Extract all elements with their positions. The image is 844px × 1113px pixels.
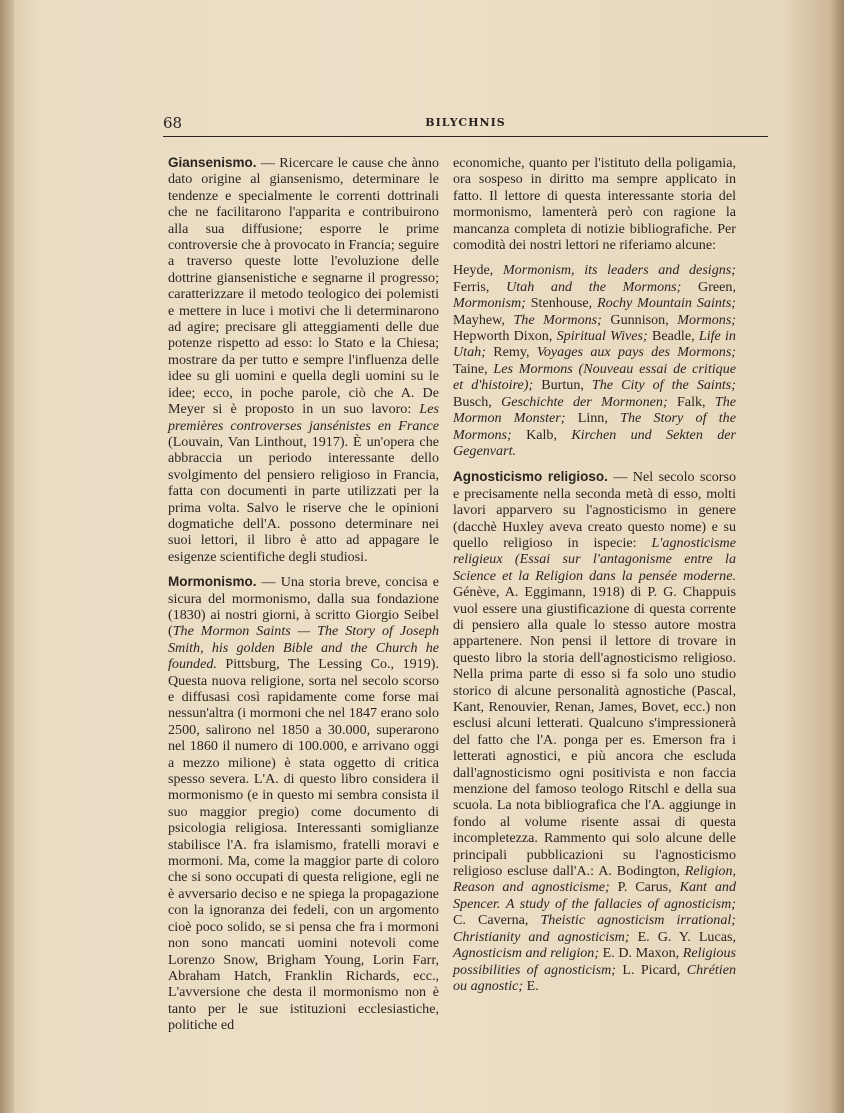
heading-mormonismo: Mormonismo. [168, 574, 257, 590]
bib-author: Stenhouse, [525, 295, 598, 312]
bib-author: Ferris, [453, 278, 507, 295]
bib-title: Life in Utah; [453, 328, 736, 361]
mormonismo-continuation: economiche, quanto per l'istituto della poligamia, ora sospeso in diritto ma sempre applicato in fatto. Il lettore di questa interessante storia del mormonismo, lamenterà però con ragione la mancanza completa di notizie bibliografiche. Per comodità dei nostri lettori ne riferiamo alcune: [453, 155, 736, 254]
running-head: BILYCHNIS [425, 116, 506, 129]
page-spine-shadow [0, 0, 14, 1113]
bib-title: Rochy Mountain Saints; [597, 295, 736, 312]
ref-title: A study of the fallacies of agnosticism; [505, 895, 736, 912]
article-giansenismo [168, 155, 439, 565]
text-mormonismo: — Una storia breve, concisa e sicura del mormonismo, dalla sua fondazione (1830) ai nostri giorni, à scritto Giorgio Seibel ( [168, 574, 439, 640]
bib-author: Burtun, [533, 377, 592, 394]
bib-author: Remy, [485, 344, 537, 361]
right-column [453, 155, 736, 1003]
bib-title: Utah and the Mormons; [506, 278, 682, 295]
left-column [168, 155, 439, 1043]
text-giansenismo-after: (Louvain, Van Linthout, 1917). È un'opera che abbraccia un periodo interessante dello svolgimento del pensiero religioso in Francia, fatta con documenti in parte utilizzati per la prima volta. Salvo le riserve che le opinioni dogmatiche dell'A. possono determinare nei suoi lettori, il libro è atto ad appagare le esigenze scientifiche degli studiosi. [168, 433, 439, 565]
title-agnosticismo: L'agnosticisme religieux (Essai sur l'antagonisme entre la Science et la Religion dans la pensée moderne. [453, 534, 736, 584]
ref-author: C. Caverna, [453, 912, 541, 929]
bib-author: Mayhew, [453, 311, 514, 328]
bib-author: Busch, [453, 393, 502, 410]
bib-title: Mormonism, its leaders and designs; [502, 262, 736, 279]
bib-author: Falk, [667, 393, 715, 410]
text-agnosticismo: — Nel secolo scorso e precisamente nella seconda metà di esso, molti lavori apparvero su l'agnosticismo in genere (dacchè Huxley aveva creato questo nome) e su quello religioso in ispecie: [453, 469, 736, 551]
bib-title: Mormons; [677, 311, 737, 328]
ref-title: Theistic agnosticism irrational; Christianity and agnosticism; [453, 912, 737, 945]
ref-title: Chrétien ou agnostic; [453, 961, 737, 994]
article-agnosticismo [453, 469, 736, 994]
bib-title: Voyages aux pays des Mormons; [536, 344, 737, 361]
bib-author: Taine, [453, 360, 494, 377]
bib-title: Les Mormons (Nouveau essai de critique et d'histoire); [453, 360, 736, 394]
ref-title: Religion, Reason and agnosticisme; [453, 863, 737, 896]
bib-author: Hepworth Dixon, [453, 328, 557, 345]
bib-title: Geschichte der Mormonen; [501, 393, 668, 410]
title-mormonismo: The Mormon Saints — The Story of Joseph Smith, his golden Bible and the Church he founded. [168, 623, 439, 673]
ref-author: P. Carus, [609, 879, 680, 896]
ref-author: E. G. Y. Lucas, [629, 928, 736, 945]
bib-title: The City of the Saints; [591, 377, 736, 394]
mormon-bibliography [453, 262, 736, 459]
ref-title: Kant and Spencer. [453, 879, 736, 912]
bib-author: Green, [681, 278, 736, 295]
bib-title: Kirchen und Sekten der Gegenvart. [453, 426, 736, 459]
title-giansenismo: Les premières controverses jansénistes en France [168, 401, 439, 434]
ref-author: L. Picard, [616, 961, 687, 978]
text-mormonismo-after: Pittsburg, The Lessing Co., 1919). Questa nuova religione, sorta nel secolo scorso e diffusasi così rapidamente come forse mai nessun'altra (i mormoni che nel 1847 erano solo 2500, salirono nel 1850 a 30.000, superarono nel 1860 il numero di 100.000, e arrivano oggi a mezzo milione) è stata oggetto di critica spesso severa. L'A. di questo libro considera il mormonismo (e in questo mi sembra consista il suo maggior pregio) come documento di psicologia religiosa. Interessanti somiglianze stabilisce l'A. fra islamismo, fratelli moravi e mormoni. Ma, come la maggior parte di coloro che si sono occupati di questa religione, egli ne è avversario deciso e ne spiega la propagazione con la ignoranza dei fedeli, con un argomento cioè poco solido, se si pensa che fra i mormoni non sono mancati uomini notevoli come Lorenzo Snow, Brigham Young, Lorin Farr, Abraham Hatch, Franklin Richards, ecc., L'avversione che desta il mormonismo non è tanto per le sue istituzioni ecclesiastiche, politiche ed [168, 656, 439, 1034]
bib-title: Mormonism; [453, 295, 526, 312]
bib-author: Beadle, [647, 328, 699, 345]
text-giansenismo: — Ricercare le cause che ànno dato origine al giansenismo, determinare le tendenze e specialmente le correnti dottrinali che ne facilitarono l'apparita e contribuirono alla sua diffusione; esporre le prime controversie che à provocato in Francia; seguire a traverso queste lotte l'evoluzione delle dottrine giansenistiche e segnarne il progresso; caratterizzare il metodo teologico dei polemisti e mettere in luce i motivi che li determinarono ad agire; precisare gli atteggiamenti delle due potenze rispetto ad esso: lo Stato e la Chiesa; mostrare da per tutto e sempre l'influenza delle idee su gli uomini e quella degli uomini su le idee; ecco, in poche parole, ciò che A. De Meyer si è proposto in un suo lavoro: [168, 155, 439, 418]
text-agnosticismo-after: Génève, A. Eggimann, 1918) di P. G. Chappuis vuol essere una giustificazione di questa corrente di pensiero alla quale lo stesso autore mostra appartenere. Non pensi il lettore di trovare in questo libro la storia dell'agnosticismo religioso. Nella prima parte di esso si fa solo uno studio storico di alcune personalità agnostiche (Pascal, Kant, Renouvier, Renan, James, Bovet, ecc.) non esclusi alcuni letterati. Qualcuno s'impressionerà del fatto che l'A. ponga per es. Emerson fra i letterati agnostici, e più ancora che escluda dall'agnosticismo ogni positivista e non faccia menzione del famoso teologo Ritschl e della sua scuola. La nota bibliografica che l'A. aggiunge in fondo al volume risente assai di questa incompletezza. Rammento qui solo alcune delle principali pubblicazioni su l'agnosticismo religioso escluse dall'A.: [453, 584, 736, 880]
article-mormonismo [168, 574, 439, 1033]
page-header [163, 114, 768, 137]
ref-title: Agnosticism and religion; [453, 945, 600, 962]
bib-author: Kalb, [511, 426, 572, 443]
bib-title: The Mormon Monster; [453, 393, 737, 427]
heading-giansenismo: Giansenismo. [168, 155, 257, 170]
ref-author: A. Bodington, [594, 863, 685, 880]
ref-title: Religious possibilities of agnosticism; [453, 945, 736, 978]
ref-author: E. D. Maxon, [599, 945, 683, 962]
bib-title: The Story of the Mormons; [453, 410, 736, 443]
page-number: 68 [163, 114, 183, 132]
bib-author: Gunnison, [601, 311, 678, 328]
heading-agnosticismo: Agnosticismo religioso. [453, 469, 608, 485]
bib-author: Heyde, [453, 262, 503, 279]
bib-author: Linn, [565, 410, 621, 427]
ref-author: E. [523, 977, 539, 994]
bib-title: The Mormons; [513, 311, 602, 328]
bib-title: Spiritual Wives; [556, 328, 648, 345]
